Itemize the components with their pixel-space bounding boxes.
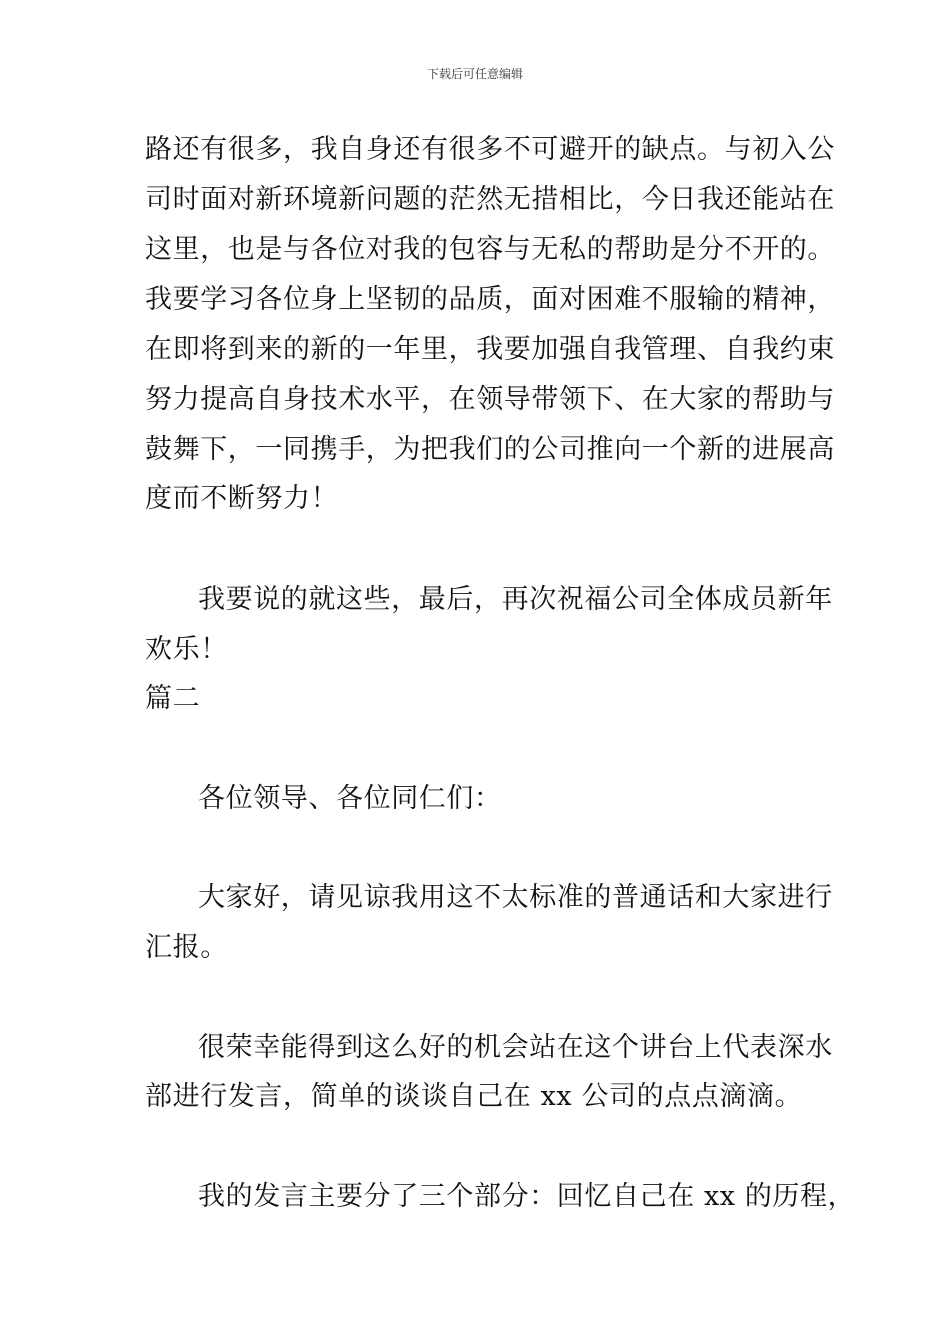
page-header: 下载后可任意编辑 (426, 67, 523, 81)
body-line: 这里，也是与各位对我的包容与无私的帮助是分不开的。 (145, 234, 835, 265)
body-line: 部进行发言，简单的谈谈自己在 xx 公司的点点滴滴。 (145, 1081, 803, 1112)
body-line: 路还有很多，我自身还有很多不可避开的缺点。与初入公 (145, 134, 835, 165)
body-line: 努力提高自身技术水平，在领导带领下、在大家的帮助与 (145, 384, 835, 415)
body-line: 大家好，请见谅我用这不太标准的普通话和大家进行 (198, 882, 833, 913)
body-line: 度而不断努力！ (145, 483, 339, 514)
body-line: 鼓舞下，一同携手，为把我们的公司推向一个新的进展高 (145, 434, 835, 465)
body-line: 欢乐！ (145, 634, 228, 665)
body-line: 汇报。 (145, 932, 228, 963)
body-line: 我的发言主要分了三个部分：回忆自己在 xx 的历程， (198, 1181, 856, 1212)
body-line: 很荣幸能得到这么好的机会站在这个讲台上代表深水 (198, 1032, 833, 1063)
body-line: 我要说的就这些，最后，再次祝福公司全体成员新年 (198, 584, 833, 615)
body-line: 在即将到来的新的一年里，我要加强自我管理、自我约束 (145, 334, 835, 365)
greeting-line: 各位领导、各位同仁们： (198, 783, 502, 814)
body-line: 司时面对新环境新问题的茫然无措相比，今日我还能站在 (145, 184, 835, 215)
body-line: 我要学习各位身上坚韧的品质，面对困难不服输的精神， (145, 284, 835, 315)
section-title: 篇二 (145, 683, 201, 714)
